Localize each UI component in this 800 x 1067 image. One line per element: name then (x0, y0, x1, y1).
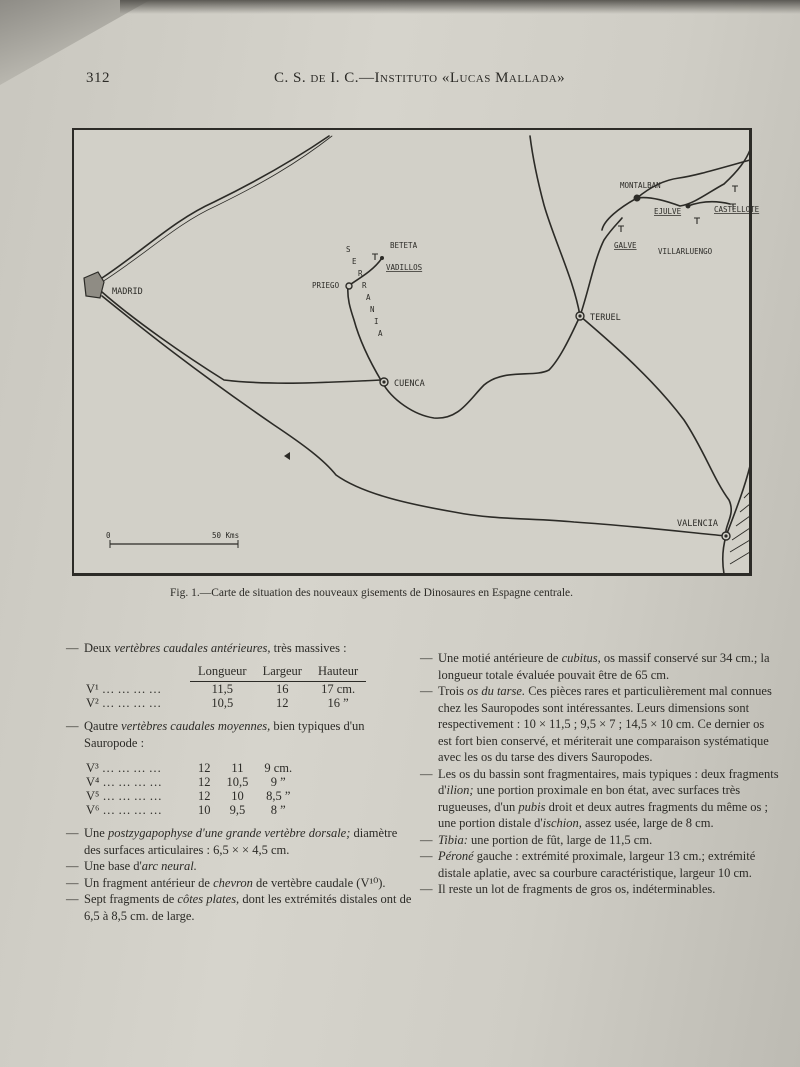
coastline (723, 466, 750, 574)
marker-vadillos (380, 256, 384, 260)
road-teruel-north (530, 136, 580, 316)
page-number: 312 (86, 70, 110, 86)
svg-text:A: A (378, 329, 383, 338)
triangle-marker (284, 452, 290, 460)
marker-montalban (634, 195, 641, 202)
table-row: V¹ … … … … 11,5 16 17 cm. (86, 681, 356, 696)
road-madrid-cuenca (102, 292, 382, 383)
label-priego: PRIEGO (312, 281, 340, 290)
label-valencia: VALENCIA (677, 519, 718, 529)
map-figure (72, 128, 760, 576)
svg-text:E: E (352, 257, 357, 266)
svg-text:A: A (366, 293, 371, 302)
table-row: V⁵ … … … … 12 10 8,5 ” (86, 789, 291, 803)
table-row: V³ … … … … 12 11 9 cm. (86, 761, 293, 775)
item-caudales-anterieures: — Deux vertèbres caudales antérieures, très massives : (66, 641, 347, 655)
page-header (86, 70, 650, 94)
road-madrid-valencia (102, 296, 726, 536)
scale-zero: 0 (106, 531, 111, 540)
road-madrid-north (102, 136, 329, 278)
right-column (420, 650, 780, 898)
item-caudales-moyennes: — Qautre vertèbres caudales moyennes, bien typiques d'un Sauropode : (66, 719, 365, 750)
sea-hatching (730, 492, 750, 564)
madrid-area (84, 272, 104, 298)
item-tarse: — Trois os du tarse. Ces pièces rares et particulièrement mal connues chez les Sauropodes sont intéressantes. Leurs dimensions sont respectivement : 10 × 11,5 ; 9,5 × 7 ; 14,5 × 10 cm. Ce dernier os est fort bien conservé, et mériterait une comparaison systématique avec les os du tarse des divers Sauropodes. (420, 684, 772, 764)
label-montalban: MONTALBAN (620, 181, 661, 190)
road-cuenca-teruel (382, 316, 580, 418)
svg-text:N: N (370, 305, 375, 314)
table-row: V² … … … … 10,5 12 16 ” (86, 696, 349, 710)
label-castellote: CASTELLOTE (714, 205, 760, 214)
running-head: C. S. de I. C.—Instituto «Lucas Mallada» (274, 70, 566, 86)
label-serrania (346, 245, 383, 338)
col-largeur: Largeur (255, 663, 310, 682)
label-vadillos: VADILLOS (386, 263, 423, 272)
scale-fifty: 50 Kms (212, 531, 240, 540)
figure-caption: Fig. 1.—Carte de situation des nouveaux gisements de Dinosaures en Espagne centrale. (170, 587, 574, 599)
scale-bar (106, 531, 239, 548)
road-cuenca-priego (348, 286, 382, 382)
table-row: V⁶ … … … … 10 9,5 8 ” (86, 803, 286, 817)
label-villarluengo: VILLARLUENGO (658, 247, 713, 256)
table-caudales-anterieures (86, 663, 366, 711)
svg-text:R: R (358, 269, 363, 278)
item-perone: — Péroné gauche : extrémité proximale, largeur 13 cm.; extrémité distale aplatie, avec sa courbure caractéristique, largeur 10 cm. (420, 849, 756, 880)
road-montalban (602, 198, 637, 230)
left-column (66, 640, 416, 924)
map-svg (74, 130, 760, 574)
item-chevron: — Un fragment antérieur de chevron de vertèbre caudale (V¹⁰). (66, 875, 386, 890)
table-row: V⁴ … … … … 12 10,5 9 ” (86, 775, 286, 789)
road-teruel-valencia (580, 316, 731, 536)
item-tibia: — Tibia: une portion de fût, large de 11,5 cm. (420, 832, 653, 847)
item-postzygapophyse: — Une postzygapophyse d'une grande vertèbre dorsale; diamètre des surfaces articulaires : 6,5 × × 4,5 cm. (66, 826, 398, 857)
item-arc-neural: — Une base d'arc neural. (66, 859, 197, 873)
item-cubitus: — Une motié antérieure de cubitus, os massif conservé sur 34 cm.; la longueur totale évaluée pouvait être de 65 cm. (420, 651, 770, 682)
label-beteta: BETETA (390, 241, 418, 250)
label-galve: GALVE (614, 241, 637, 250)
svg-text:R: R (362, 281, 367, 290)
table-caudales-moyennes (86, 761, 300, 817)
svg-text:S: S (346, 245, 351, 254)
col-hauteur: Hauteur (310, 663, 366, 682)
label-teruel: TERUEL (590, 313, 621, 323)
col-longueur: Longueur (190, 663, 255, 682)
marker-priego (346, 283, 352, 289)
label-ejulve: EJULVE (654, 207, 682, 216)
label-madrid: MADRID (112, 287, 143, 297)
page-shadow (120, 0, 800, 14)
item-bassin: — Les os du bassin sont fragmentaires, mais typiques : deux fragments d'ilion; une portion proximale en bon état, avec surfaces très rugueuses, d'un pubis droit et deux autres fragments du même os ; une portion distale d'ischion, assez usée, large de 8 cm. (420, 766, 779, 830)
svg-text:I: I (374, 317, 379, 326)
label-cuenca: CUENCA (394, 379, 425, 389)
item-fragments: — Il reste un lot de fragments de gros os, indéterminables. (420, 882, 716, 896)
item-cotes-plates: — Sept fragments de côtes plates, dont les extrémités distales ont de 6,5 à 8,5 cm. de large. (66, 892, 412, 923)
road-teruel-galve (580, 218, 622, 316)
marker-ejulve (686, 204, 691, 209)
